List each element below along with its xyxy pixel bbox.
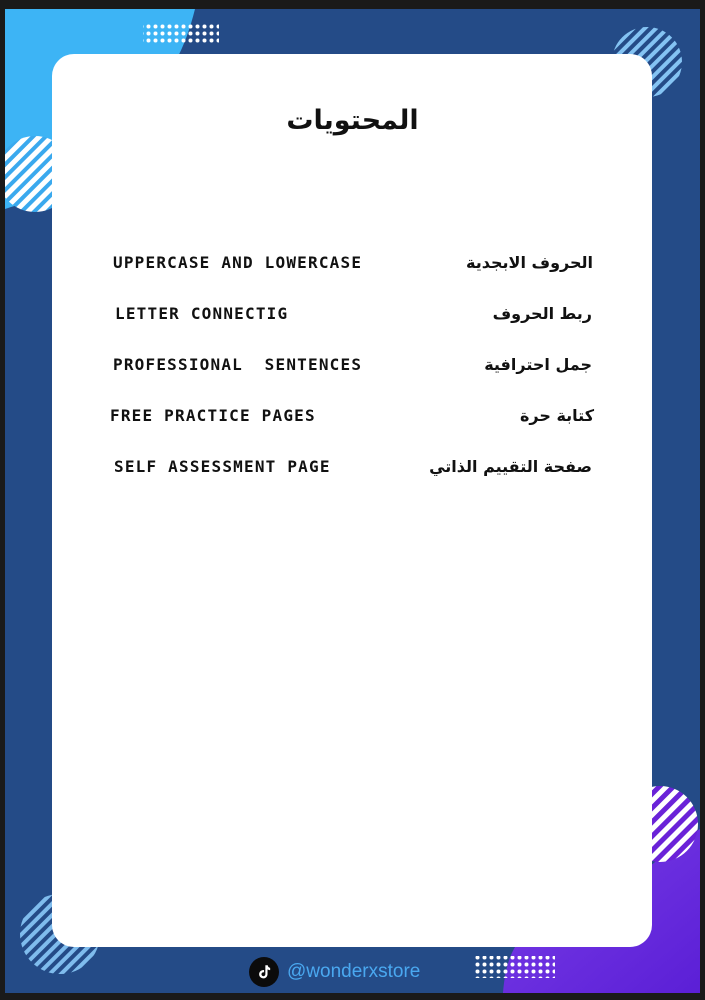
contents-english: LETTER CONNECTIG bbox=[115, 304, 289, 323]
tiktok-icon[interactable] bbox=[249, 957, 279, 987]
page-title: المحتويات bbox=[286, 105, 419, 136]
contents-english: FREE PRACTICE PAGES bbox=[110, 406, 316, 425]
contents-english: UPPERCASE AND LOWERCASE bbox=[113, 253, 363, 272]
social-handle[interactable]: @wonderxstore bbox=[287, 961, 421, 982]
contents-arabic: كتابة حرة bbox=[519, 406, 594, 425]
contents-row bbox=[5, 457, 700, 483]
contents-english: SELF ASSESSMENT PAGE bbox=[114, 457, 331, 476]
document-page bbox=[5, 9, 700, 993]
social-footer bbox=[249, 956, 420, 988]
content-card bbox=[52, 54, 652, 947]
contents-arabic: صفحة التقييم الذاتي bbox=[429, 457, 592, 476]
contents-row bbox=[5, 253, 700, 279]
contents-english: PROFESSIONAL SENTENCES bbox=[113, 355, 363, 374]
contents-arabic: جمل احترافية bbox=[484, 355, 592, 374]
contents-row bbox=[5, 355, 700, 381]
contents-arabic: ربط الحروف bbox=[492, 304, 592, 323]
contents-row bbox=[5, 406, 700, 432]
contents-row bbox=[5, 304, 700, 330]
contents-arabic: الحروف الابجدية bbox=[466, 253, 593, 272]
